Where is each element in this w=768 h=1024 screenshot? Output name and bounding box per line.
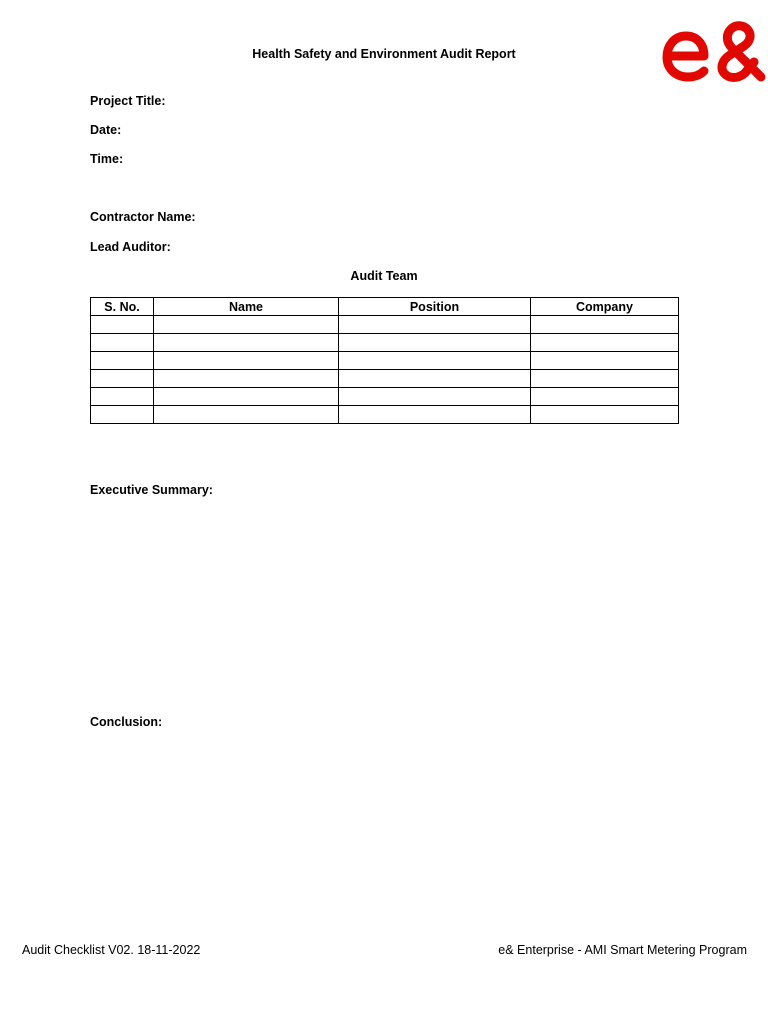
table-cell[interactable] <box>339 316 531 334</box>
table-cell[interactable] <box>531 406 679 424</box>
footer-version: Audit Checklist V02. 18-11-2022 <box>22 943 201 957</box>
table-cell[interactable] <box>339 352 531 370</box>
table-cell[interactable] <box>91 370 154 388</box>
table-cell[interactable] <box>531 334 679 352</box>
table-cell[interactable] <box>531 388 679 406</box>
conclusion-label: Conclusion: <box>90 715 163 729</box>
table-row <box>91 334 679 352</box>
table-cell[interactable] <box>154 370 339 388</box>
time-label: Time: <box>90 152 124 166</box>
project-title-label: Project Title: <box>90 94 166 108</box>
table-cell[interactable] <box>154 334 339 352</box>
table-cell[interactable] <box>154 388 339 406</box>
footer-program: e& Enterprise - AMI Smart Metering Program <box>498 943 747 957</box>
table-cell[interactable] <box>339 406 531 424</box>
table-row <box>91 352 679 370</box>
audit-team-heading: Audit Team <box>350 269 418 283</box>
audit-team-table <box>90 297 679 424</box>
table-cell[interactable] <box>531 370 679 388</box>
column-header-company: Company <box>531 298 679 316</box>
table-cell[interactable] <box>91 388 154 406</box>
table-cell[interactable] <box>154 352 339 370</box>
table-header-row <box>91 298 679 316</box>
column-header-sno: S. No. <box>91 298 154 316</box>
table-cell[interactable] <box>339 388 531 406</box>
document-title: Health Safety and Environment Audit Report <box>252 47 516 61</box>
table-cell[interactable] <box>339 370 531 388</box>
lead-auditor-label: Lead Auditor: <box>90 240 171 254</box>
executive-summary-label: Executive Summary: <box>90 483 213 497</box>
column-header-name: Name <box>154 298 339 316</box>
table-cell[interactable] <box>339 334 531 352</box>
column-header-position: Position <box>339 298 531 316</box>
e-and-logo-icon <box>660 10 766 86</box>
table-cell[interactable] <box>91 406 154 424</box>
table-cell[interactable] <box>91 334 154 352</box>
table-row <box>91 388 679 406</box>
table-cell[interactable] <box>154 406 339 424</box>
table-cell[interactable] <box>91 352 154 370</box>
contractor-name-label: Contractor Name: <box>90 210 196 224</box>
table-row <box>91 370 679 388</box>
table-cell[interactable] <box>154 316 339 334</box>
table-row <box>91 406 679 424</box>
table-cell[interactable] <box>531 316 679 334</box>
table-cell[interactable] <box>91 316 154 334</box>
table-row <box>91 316 679 334</box>
date-label: Date: <box>90 123 122 137</box>
table-cell[interactable] <box>531 352 679 370</box>
